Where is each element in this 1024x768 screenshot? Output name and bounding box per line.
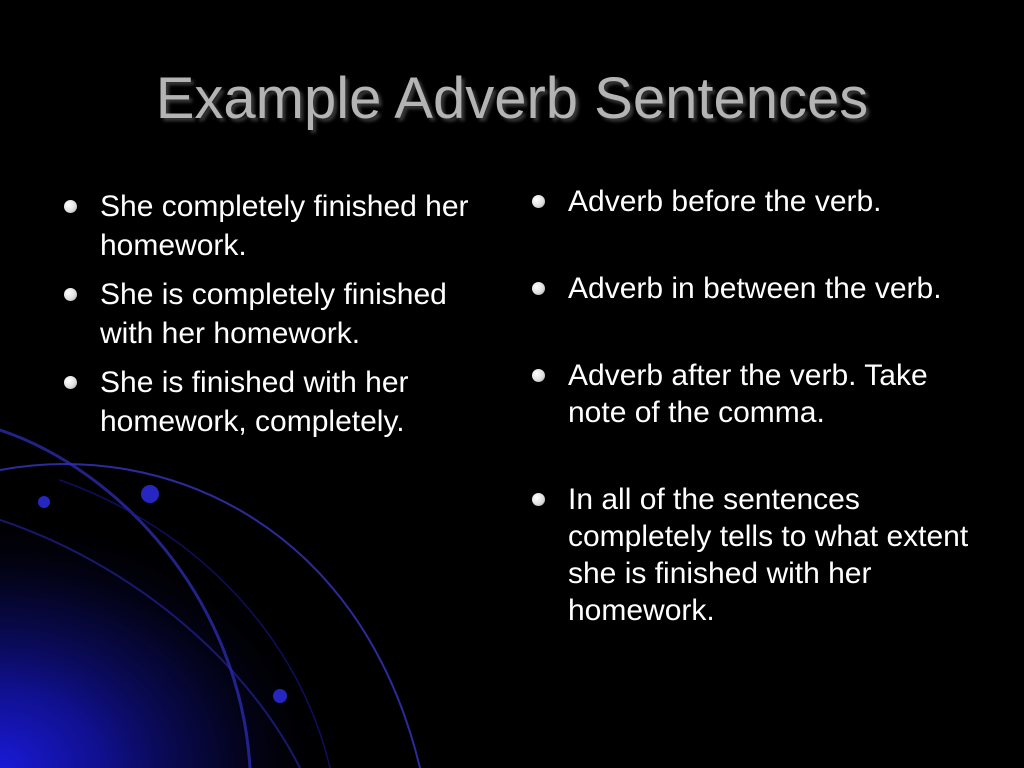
right-bullet-text: Adverb before the verb. [568,185,882,218]
right-bullet-item [530,481,990,629]
right-bullet-text: Adverb in between the verb. [568,272,942,305]
left-bullet-list [62,187,472,451]
bullet-dot-icon [64,288,77,301]
left-bullet-item [62,363,472,441]
right-bullet-list [530,183,990,679]
bullet-dot-icon [532,282,545,295]
right-bullet-item [530,270,990,307]
right-bullet-text: Adverb after the verb. Take note of the comma. [568,359,928,429]
left-bullet-text: She is completely finished with her homework. [100,278,447,350]
bullet-dot-icon [64,376,77,389]
left-bullet-text: She completely finished her homework. [100,190,469,262]
left-bullet-text: She is finished with her homework, completely. [100,366,409,438]
bullet-dot-icon [532,369,545,382]
bullet-dot-icon [532,493,545,506]
right-bullet-item [530,357,990,431]
right-bullet-item [530,183,990,220]
bullet-dot-icon [64,200,77,213]
bullet-dot-icon [532,195,545,208]
left-bullet-item [62,275,472,353]
slide-title: Example Adverb Sentences [155,66,869,131]
left-bullet-item [62,187,472,265]
right-bullet-text: In all of the sentences completely tells to what extent she is finished with her homework. [568,483,969,627]
